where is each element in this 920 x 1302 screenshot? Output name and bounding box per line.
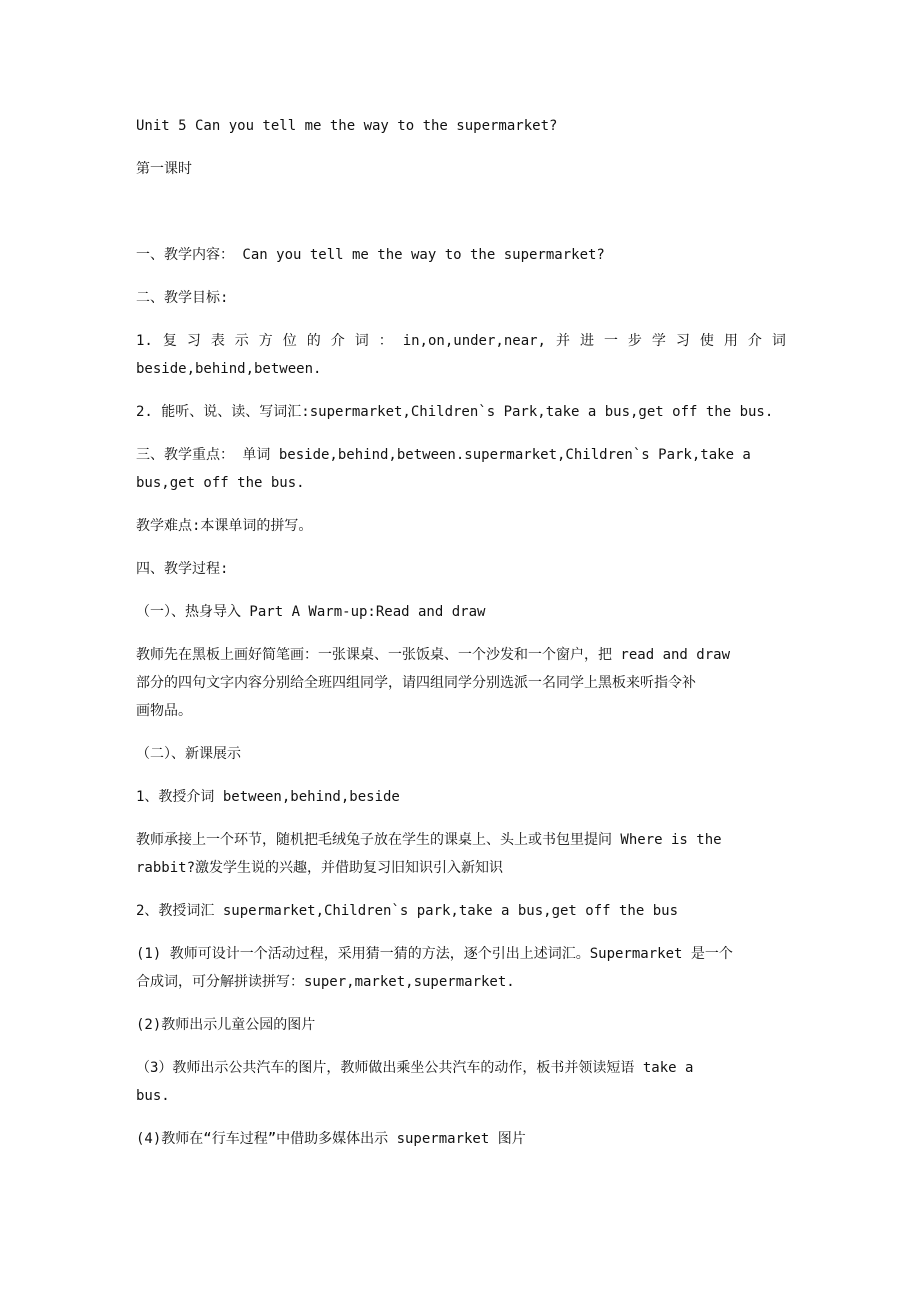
step-1-body-line-2: rabbit?激发学生说的兴趣，并借助复习旧知识引入新知识 — [136, 860, 503, 876]
warmup-body-line-3: 画物品。 — [136, 703, 192, 719]
goal-1-line-1 — [136, 327, 786, 355]
warmup-body-line-2: 部分的四句文字内容分别给全班四组同学，请四组同学分别选派一名同学上黑板来听指令补 — [136, 675, 696, 691]
goal-1-token: 词 — [771, 333, 786, 349]
goal-1-token: 并 — [555, 333, 570, 349]
difficulty: 教学难点:本课单词的拼写。 — [136, 518, 313, 534]
goal-1-line-2: beside,behind,between. — [136, 361, 322, 377]
goal-1-token: ： — [378, 333, 393, 349]
key-points-line-2: bus,get off the bus. — [136, 475, 305, 491]
goal-1-token: 词 — [354, 333, 369, 349]
new-lesson-heading: （二）、新课展示 — [136, 746, 241, 762]
goals-heading: 二、教学目标: — [136, 290, 229, 306]
step-1-body-line-1: 教师承接上一个环节，随机把毛绒兔子放在学生的课桌上、头上或书包里提问 Where is the — [136, 832, 722, 848]
step-2-item-3-line-1: （3）教师出示公共汽车的图片，教师做出乘坐公共汽车的动作，板书并领读短语 take a — [136, 1060, 694, 1076]
goal-1-token: 学 — [651, 333, 666, 349]
lesson-label: 第一课时 — [136, 161, 192, 177]
step-2-item-1-line-2: 合成词，可分解拼读拼写：super,market,supermarket. — [136, 974, 515, 990]
warmup-heading: （一）、热身导入 Part A Warm-up:Read and draw — [136, 604, 486, 620]
warmup-body-line-1: 教师先在黑板上画好简笔画：一张课桌、一张饭桌、一个沙发和一个窗户，把 read and draw — [136, 647, 730, 663]
goal-1-token: 介 — [747, 333, 762, 349]
goal-2: 2. 能听、说、读、写词汇:supermarket,Children`s Park,take a bus,get off the bus. — [136, 404, 774, 420]
goal-1-token: 1. — [136, 333, 153, 349]
step-2-item-2: (2)教师出示儿童公园的图片 — [136, 1017, 316, 1033]
goal-1-token: 用 — [723, 333, 738, 349]
goal-1-token: 的 — [306, 333, 321, 349]
step-2-heading: 2、教授词汇 supermarket,Children`s park,take a bus,get off the bus — [136, 903, 679, 919]
goal-1-token: 方 — [258, 333, 273, 349]
goal-1-token: 位 — [282, 333, 297, 349]
process-heading: 四、教学过程: — [136, 561, 229, 577]
goal-1-token: 习 — [186, 333, 201, 349]
goal-1-token: 习 — [675, 333, 690, 349]
step-2-item-4: (4)教师在“行车过程”中借助多媒体出示 supermarket 图片 — [136, 1131, 526, 1147]
content-heading: 一、教学内容： Can you tell me the way to the supermarket? — [136, 247, 605, 263]
document-title: Unit 5 Can you tell me the way to the supermarket? — [136, 118, 558, 134]
goal-1-token: in,on,under,near, — [402, 333, 546, 349]
step-2-item-3-line-2: bus. — [136, 1088, 170, 1104]
step-2-item-1-line-1: (1) 教师可设计一个活动过程，采用猜一猜的方法，逐个引出上述词汇。Supermarket 是一个 — [136, 946, 733, 962]
goal-1-token: 示 — [234, 333, 249, 349]
goal-1-token: 表 — [210, 333, 225, 349]
goal-1-token: 一 — [603, 333, 618, 349]
goal-1-token: 复 — [162, 333, 177, 349]
goal-1-token: 进 — [579, 333, 594, 349]
goal-1-token: 步 — [627, 333, 642, 349]
goal-1-token: 介 — [330, 333, 345, 349]
step-1-heading: 1、教授介词 between,behind,beside — [136, 789, 400, 805]
key-points-line-1: 三、教学重点： 单词 beside,behind,between.supermarket,Children`s Park,take a — [136, 447, 751, 463]
goal-1-token: 使 — [699, 333, 714, 349]
